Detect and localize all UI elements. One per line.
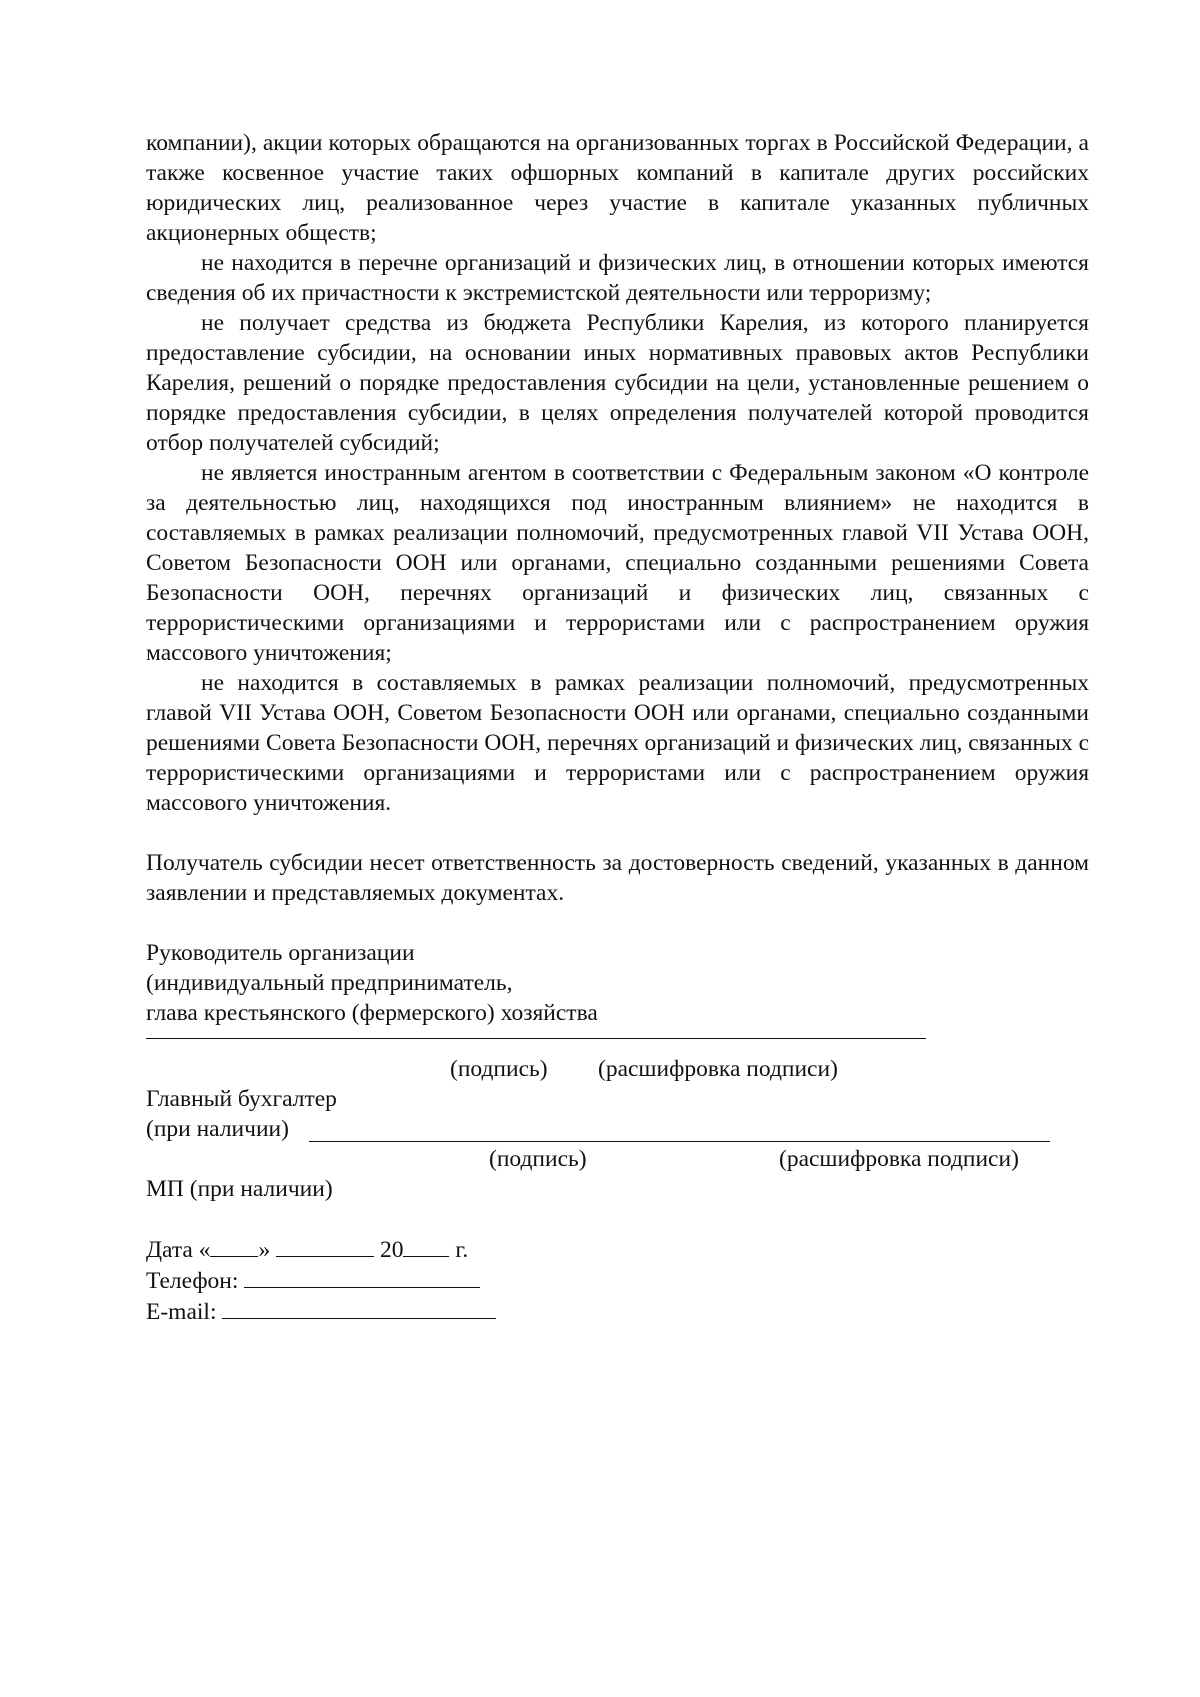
date-day-field[interactable]	[210, 1234, 258, 1257]
phone-field[interactable]	[244, 1265, 480, 1288]
head-signature-line[interactable]	[146, 1028, 926, 1039]
accountant-signature-labels	[146, 1144, 1089, 1174]
paragraph-foreign-agent: не является иностранным агентом в соответствии с Федеральным законом «О контроле за деятельностью лиц, находящихся под иностранным влиянием» не находится в составляемых в рамках реализации полномочий, предусмотренных главой VII Устава ООН, Советом Безопасности ООН или органами, специально созданными решениями Совета Безопасности ООН, перечнях организаций и физических лиц, связанных с террористическими организациями и террористами или с распространением оружия массового уничтожения;	[146, 460, 1089, 666]
head-subtitle-entrepreneur: (индивидуальный предприниматель,	[146, 970, 513, 996]
date-quote-close: »	[258, 1237, 271, 1263]
date-label: Дата «	[146, 1237, 211, 1263]
email-row	[146, 1296, 1089, 1327]
date-year-suffix: г.	[455, 1237, 469, 1263]
accountant-title: Главный бухгалтер	[146, 1086, 337, 1112]
accountant-note: (при наличии)	[146, 1116, 289, 1142]
responsibility-statement: Получатель субсидии несет ответственность за достоверность сведений, указанных в данном заявлении и представляемых документах.	[146, 850, 1089, 906]
date-year-field[interactable]	[403, 1234, 449, 1257]
spacer	[146, 908, 1089, 938]
head-signature-labels	[146, 1054, 1089, 1084]
accountant-decoding-label: (расшифровка подписи)	[779, 1146, 1019, 1172]
paragraph-un-lists: не находится в составляемых в рамках реализации полномочий, предусмотренных главой VII Устава ООН, Советом Безопасности ООН или органами, специально созданными решениями Совета Безопасности ООН, перечнях организаций и физических лиц, связанных с террористическими организациями и террористами или с распространением оружия массового уничтожения.	[146, 670, 1089, 816]
paragraph-extremism: не находится в перечне организаций и физических лиц, в отношении которых имеются сведения об их причастности к экстремистской деятельности или терроризму;	[146, 250, 1089, 306]
head-subtitle-farm: глава крестьянского (фермерского) хозяйства	[146, 1000, 598, 1026]
stamp-label: МП (при наличии)	[146, 1176, 333, 1202]
document-page	[146, 128, 1089, 1327]
email-label: E-mail:	[146, 1299, 217, 1325]
phone-row	[146, 1265, 1089, 1296]
accountant-signature-label: (подпись)	[489, 1146, 587, 1172]
date-month-field[interactable]	[276, 1234, 374, 1257]
accountant-signature-line[interactable]	[309, 1114, 1050, 1142]
spacer	[146, 818, 1089, 848]
accountant-signature-row	[146, 1114, 1089, 1144]
spacer	[146, 1204, 1089, 1234]
head-title: Руководитель организации	[146, 940, 415, 966]
date-row	[146, 1234, 1089, 1265]
paragraph-budget: не получает средства из бюджета Республики Карелия, из которого планируется предоставление субсидии, на основании иных нормативных правовых актов Республики Карелия, решений о порядке предоставления субсидии на цели, установленные решением о порядке предоставления субсидии, в целях определения получателей которой проводится отбор получателей субсидий;	[146, 310, 1089, 456]
phone-label: Телефон:	[146, 1268, 239, 1294]
email-field[interactable]	[222, 1296, 496, 1319]
head-signature-label: (подпись)	[450, 1056, 548, 1082]
head-decoding-label: (расшифровка подписи)	[598, 1056, 838, 1082]
date-year-prefix: 20	[379, 1237, 404, 1263]
paragraph-offshore: компании), акции которых обращаются на организованных торгах в Российской Федерации, а также косвенное участие таких офшорных компаний в капитале других российских юридических лиц, реализованное через участие в капитале указанных публичных акционерных обществ;	[146, 130, 1089, 246]
